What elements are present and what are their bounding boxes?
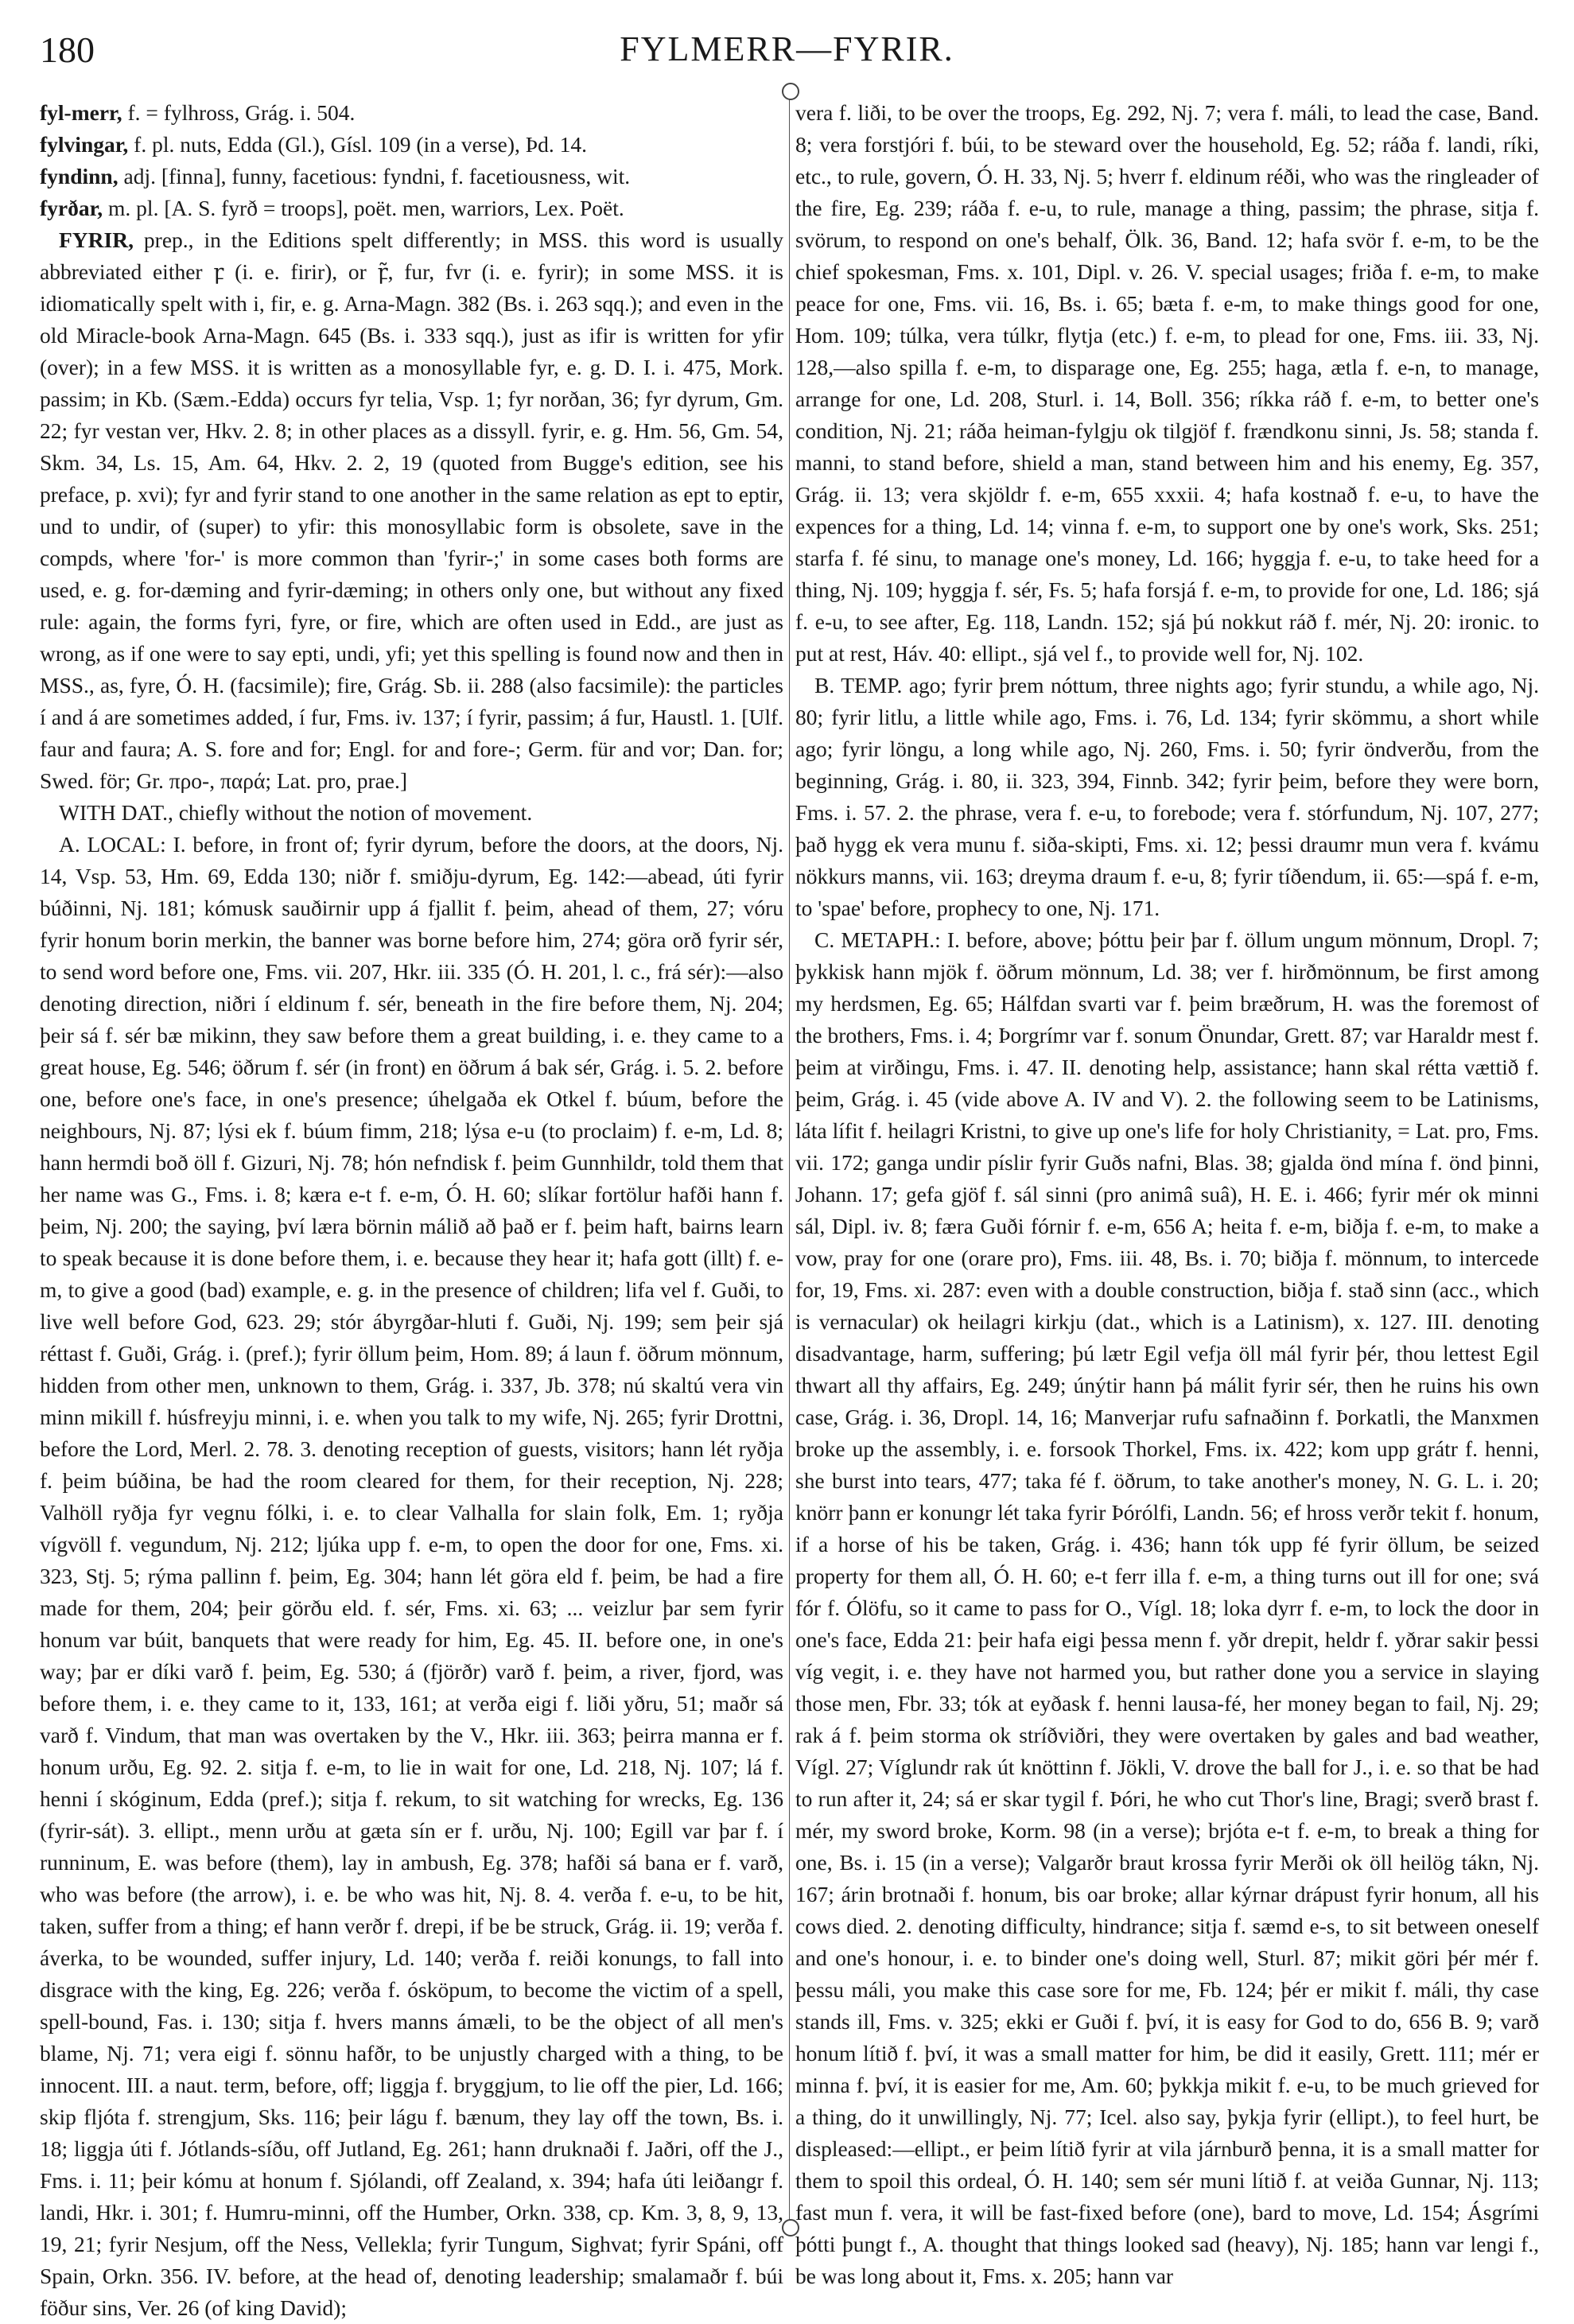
entry-text: adj. [finna], funny, facetious: fyndni, f. facetiousness, wit. [118,164,631,188]
entry-head: fylvingar, [40,132,129,157]
left-column [40,97,783,2320]
page-header [32,14,1542,70]
right-column [795,97,1539,2288]
entry-text: m. pl. [A. S. fyrð = troops], poët. men, warriors, Lex. Poët. [103,196,624,220]
section-c-metaph [795,924,1539,2292]
entry-head: fyrðar, [40,196,103,220]
entry-text: f. = fylhross, Grág. i. 504. [122,100,356,125]
entry-text: f. pl. nuts, Edda (Gl.), Gísl. 109 (in a verse), Þd. 14. [128,132,587,157]
entry-fyrdar [40,192,783,224]
page-number: 180 [40,29,95,70]
entry-text: prep., in the Editions spelt differently; in MSS. this word is usually abbreviated either ꝼ (i. e. firir), or ꝼ̃, fur, fvr (i. e. fyrir); in some MSS. it is idiomatically spelt with i, fir, e. g. Arna-Magn. 382 (Bs. i. 263 sqq.); and even in the old Miracle-book Arna-Magn. 645 (Bs. i. 333 sqq.), just as ifir is written for yfir (over); in a few MSS. it is written as a monosyllable fyr, e. g. D. I. i. 475, Mork. passim; in Kb. (Sæm.-Edda) occurs fyr telia, Vsp. 1; fyr norðan, 36; fyr dyrum, Gm. 22; fyr vestan ver, Hkv. 2. 8; in other places as a dissyll. fyrir, e. g. Hm. 56, Gm. 54, Skm. 34, Ls. 15, Am. 64, Hkv. 2. 2, 19 (quoted from Bugge's edition, see his preface, p. xvi); fyr and fyrir stand to one another in the same relation as ept to eptir, und to undir, of (super) to yfir: this monosyllabic form is obsolete, save in the compds, where 'for-' is more common than 'fyrir-;' in some cases both forms are used, e. g. for-dæming and fyrir-dæming; in others only one, but without any fixed rule: again, the forms fyri, fyre, or fire, which are often used in Edd., are just as wrong, as if one were to say epti, undi, yfi; yet this spelling is found now and then in MSS., as, fyre, Ó. H. (facsimile); fire, Grág. Sb. ii. 288 (also facsimile): the particles í and á are sometimes added, í fur, Fms. iv. 137; í fyrir, passim; á fur, Haustl. 1. [Ulf. faur and faura; A. S. fore and for; Engl. for and fore-; Germ. für and vor; Dan. for; Swed. för; Gr. προ-, παρά; Lat. pro, prae.] [40,227,783,793]
entry-fylmerr [40,97,783,129]
entry-fyrir [40,224,783,797]
section-continued [795,97,1539,670]
section-text: A. LOCAL: I. before, in front of; fyrir dyrum, before the doors, at the doors, Nj. 14, Vsp. 53, Hm. 69, Edda 130; niðr f. smiðju-dyrum, Eg. 142:—abead, úti fyrir búðinni, Nj. 181; kómusk sauðirnir upp á fjallit f. þeim, ahead of them, 27; vóru fyrir honum borin merkin, the banner was borne before him, 274; göra orð fyrir sér, to send word before one, Fms. vii. 207, Hkr. iii. 335 (Ó. H. 201, l. c., frá sér):—also denoting direction, niðri í eldinum f. sér, beneath in the fire before them, Nj. 204; þeir sá f. sér bæ mikinn, they saw before them a great building, i. e. they came to a great house, Eg. 546; öðrum f. sér (in front) en öðrum á bak sér, Grág. i. 5. 2. before one, before one's face, in one's presence; úhelgaða ek Otkel f. búum, before the neighbours, Nj. 87; lýsi ek f. búum fimm, 218; lýsa e-u (to proclaim) f. e-m, Ld. 8; hann hermdi boð öll f. Gizuri, Nj. 78; hón nefndisk f. þeim Gunnhildr, told them that her name was G., Fms. i. 8; kæra e-t f. e-m, Ó. H. 60; slíkar fortölur hafði hann f. þeim, Nj. 200; the saying, því læra börnin málið að það er f. þeim haft, bairns learn to speak because it is done before them, i. e. because they hear it; hafa gott (illt) f. e-m, to give a good (bad) example, e. g. in the presence of children; lifa vel f. Guði, to live well before God, 623. 29; stór ábyrgðar-hluti f. Guði, Nj. 199; sem þeir sjá réttast f. Guði, Grág. i. (pref.); fyrir öllum þeim, Hom. 89; á laun f. öðrum mönnum, hidden from other men, unknown to them, Grág. i. 337, Jb. 378; nú skaltú vera vin minn mikill f. húsfreyju minni, i. e. when you talk to my wife, Nj. 265; fyrir Drottni, before the Lord, Merl. 2. 78. 3. denoting reception of guests, visitors; hann lét ryðja f. þeim búðina, be had the room cleared for them, for their reception, Nj. 228; Valhöll ryðja fyr vegnu fólki, i. e. to clear Valhalla for slain folk, Em. 1; ryðja vígvöll f. vegundum, Nj. 212; ljúka upp f. e-m, to open the door for one, Fms. xi. 323, Stj. 5; rýma pallinn f. þeim, Eg. 304; hann lét göra eld f. þeim, be had a fire made for them, 204; þeir görðu eld. f. sér, Fms. xi. 63; ... veizlur þar sem fyrir honum var búit, banquets that were ready for him, Eg. 45. II. before one, in one's way; þar er díki varð f. þeim, Eg. 530; á (fjörðr) varð f. þeim, a river, fjord, was before them, i. e. they came to it, 133, 161; at verða eigi f. liði yðru, 51; maðr sá varð f. Vindum, that man was overtaken by the V., Hkr. iii. 363; þeirra manna er f. honum urðu, Eg. 92. 2. sitja f. e-m, to lie in wait for one, Ld. 218, Nj. 107; lá f. henni í skóginum, Edda (pref.); sitja f. rekum, to sit watching for wrecks, Eg. 136 (fyrir-sát). 3. ellipt., menn urðu at gæta sín er f. urðu, Nj. 100; Egill var þar f. í runninum, E. was before (them), lay in ambush, Eg. 378; hafði sá bana er f. varð, who was before (the arrow), i. e. be who was hit, Nj. 8. 4. verða f. e-u, to be hit, taken, suffer from a thing; ef hann verðr f. drepi, if be be struck, Grág. ii. 19; verða f. áverka, to be wounded, suffer injury, Ld. 140; verða f. reiði konungs, to fall into disgrace with the king, Eg. 226; verða f. ósköpum, to become the victim of a spell, spell-bound, Fas. i. 130; sitja f. hvers manns ámæli, to be the object of all men's blame, Nj. 71; vera eigi f. sönnu hafðr, to be unjustly charged with a thing, to be innocent. III. a naut. term, before, off; liggja f. bryggjum, to lie off the pier, Ld. 166; skip fljóta f. strengjum, Sks. 116; þeir lágu f. bænum, they lay off the town, Bs. i. 18; liggja úti f. Jótlands-síðu, off Jutland, Eg. 261; hann druknaði f. Jaðri, off the J., Fms. i. 11; þeir kómu at honum f. Sjólandi, off Zealand, x. 394; hafa úti leiðangr f. landi, Hkr. i. 301; f. Humru-minni, off the Humber, Orkn. 338, cp. Km. 3, 8, 9, 13, 19, 21; fyrir Nesjum, off the Ness, Vellekla; fyrir Tungum, Sighvat; fyrir Spáni, off Spain, Orkn. 356. IV. before, at the head of, denoting leadership; smalamaðr f. búi föður sins, Ver. 26 (of king David); [40,832,783,2320]
entry-fylvingar [40,129,783,161]
section-text: vera f. liði, to be over the troops, Eg. 292, Nj. 7; vera f. máli, to lead the case, Band. 8; vera forstjóri f. búi, to be steward over the household, Eg. 52; ráða f. landi, ríki, etc., to rule, govern, Ó. H. 33, Nj. 5; hverr f. eldinum réði, who was the ringleader of the fire, Eg. 239; ráða f. e-u, to rule, manage a thing, passim; the phrase, sitja f. svörum, to respond on one's behalf, Ölk. 36, Band. 12; hafa svör f. e-m, to be the chief spokesman, Fms. x. 101, Dipl. v. 26. V. special usages; friða f. e-m, to make peace for one, Fms. vii. 16, Bs. i. 65; bæta f. e-m, to make things good for one, Hom. 109; túlka, vera túlkr, flytja (etc.) f. e-m, to plead for one, Fms. iii. 33, Nj. 128,—also spilla f. e-m, to disparage one, Eg. 255; haga, ætla f. e-n, to manage, arrange for one, Ld. 208, Sturl. i. 14, Boll. 356; ríkka ráð f. e-m, to better one's condition, Nj. 21; ráða heiman-fylgju ok tilgjöf f. frændkonu sinni, Js. 58; standa f. manni, to stand before, shield a man, stand between him and his enemy, Eg. 357, Grág. ii. 13; vera skjöldr f. e-m, 655 xxxii. 4; hafa kostnað f. e-u, to have the expences for a thing, Ld. 14; vinna f. e-m, to support one by one's work, Sks. 251; starfa f. fé sinu, to manage one's money, Ld. 166; hyggja f. e-u, to take heed for a thing, Nj. 109; hyggja f. sér, Fs. 5; hafa forsjá f. e-m, to provide for one, Ld. 186; sjá f. e-u, to see after, Eg. 118, Landn. 152; sjá þú nokkut ráð f. mér, Nj. 20: ironic. to put at rest, Háv. 40: ellipt., sjá vel f., to provide well for, Nj. 102. [795,100,1539,666]
section-text: B. TEMP. ago; fyrir þrem nóttum, three nights ago; fyrir stundu, a while ago, Nj. 80; fyrir litlu, a little while ago, Fms. i. 76, Ld. 134; fyrir skömmu, a short while ago; fyrir löngu, a long while ago, Nj. 260, Fms. i. 50; fyrir öndverðu, from the beginning, Grág. i. 80, ii. 323, 394, Finnb. 342; fyrir þeim, before they were born, Fms. i. 57. 2. the phrase, vera f. e-u, to forebode; vera f. stórfundum, Nj. 107, 277; það hygg ek vera munu f. siða-skipti, Fms. xi. 12; þessi draumr mun vera f. kvámu nökkurs manns, vii. 163; dreyma draum f. e-u, 8; fyrir tíðendum, ii. 65:—spá f. e-m, to 'spae' before, prophecy to one, Nj. 171. [795,673,1539,920]
section-text: WITH DAT., chiefly without the notion of movement. [59,800,533,825]
entry-head: fyl-merr, [40,100,122,125]
section-text: C. METAPH.: I. before, above; þóttu þeir þar f. öllum ungum mönnum, Dropl. 7; þykkisk hann mjök f. öðrum mönnum, Ld. 38; ver f. hirðmönnum, be first among my herdsmen, Eg. 65; Hálfdan svarti var f. þeim bræðrum, H. was the foremost of the brothers, Fms. i. 4; Þorgrímr var f. sonum Önundar, Grett. 87; var Haraldr mest f. þeim at virðingu, Fms. i. 47. II. denoting help, assistance; hann skal rétta vættið f. þeim, Grág. i. 45 (vide above A. IV and V). 2. the following seem to be Latinisms, láta lífit f. heilagri Kristni, to give up one's life for holy Christianity, = Lat. pro, Fms. vii. 172; ganga undir píslir fyrir Guðs nafni, Blas. 38; gjalda önd mína f. önd þinni, Johann. 17; gefa gjöf f. sál sinni (pro animâ suâ), H. E. i. 466; fyrir mér ok minni sál, Dipl. iv. 8; færa Guði fórnir f. e-m, 656 A; heita f. e-m, biðja f. e-m, to make a vow, pray for one (orare pro), Fms. iii. 48, Bs. i. 70; biðja f. mönnum, to intercede for, 19, Fms. xi. 287: even with a double construction, biðja f. stað sinn (acc., which is vernacular) ok heilagri kirkju (dat., which is a Latinism), x. 127. III. denoting disadvantage, harm, suffering; þú lætr Egil vefja öll mál fyrir þér, thou lettest Egil thwart all thy affairs, Eg. 249; únýtir hann þá málit fyrir sér, then he ruins his own case, Grág. i. 36, Dropl. 14, 16; Manverjar rufu safnaðinn f. Þorkatli, the Manxmen broke up the assembly, i. e. forsook Thorkel, Fms. ix. 422; kom upp grátr f. henni, she burst into tears, 477; taka fé f. öðrum, to take another's money, N. G. L. i. 20; knörr þann er konungr lét taka fyrir Þórólfi, Landn. 56; ef hross verðr tekit f. honum, if a horse of his be taken, Grág. i. 436; hann tók upp fé fyrir öllum, be seized property for them all, Ó. H. 60; e-t ferr illa f. e-m, a thing turns out ill for one; svá fór f. Ólöfu, so it came to pass for O., Vígl. 18; loka dyrr f. e-m, to lock the door in one's face, Edda 21: þeir hafa eigi þessa menn f. yðr drepit, heldr f. yðrar sakir þessi víg vegit, i. e. they have not harmed you, but rather done you a service in slaying those men, Fbr. 33; tók at eyðask f. henni lausa-fé, her money began to fail, Nj. 29; rak á f. þeim storma ok stríðviðri, they were overtaken by gales and bad weather, Vígl. 27; Víglundr rak út knöttinn f. Jökli, V. drove the ball for J., i. e. so that be had to run after it, 24; sá er skar tygil f. Þóri, he who cut Thor's line, Bragi; sverð brast f. mér, my sword broke, Korm. 98 (in a verse); brjóta e-t f. e-m, to break a thing for one, Bs. i. 15 (in a verse); Valgarðr braut krossa fyrir Merði ok öll heilög tákn, Nj. 167; árin brotnaði f. honum, bis oar broke; allar kýrnar drápust fyrir honum, all his cows died. 2. denoting difficulty, hindrance; sitja f. sæmd e-s, to sit between oneself and one's honour, i. e. to binder one's doing well, Sturl. 87; mikit göri þér mér f. þessu máli, you make this case sore for me, Fb. 124; þér er mikit f. máli, thy case stands ill, Fms. v. 325; ekki er Guði f. því, it is easy for God to do, 656 B. 9; varð honum lítið f. því, it was a small matter for him, be did it easily, Grett. 111; mér er minna f. því, it is easier for me, Am. 60; þykkja mikit f. e-u, to be much grieved for a thing, do it unwillingly, Nj. 77; Icel. also say, þykja fyrir (ellipt.), to feel hurt, be displeased:—ellipt., er þeim lítið fyrir at vila járnburð þenna, it is a small matter for them to spoil this ordeal, Ó. H. 140; sem sér muni lítið f. at veiða Gunnar, Nj. 113; fast mun f. vera, it will be fast-fixed before (one), bard to move, Ld. 154; Ásgrími þótti þungt f., A. thought that things looked sad (heavy), Nj. 185; hann var lengi f., be was long about it, Fms. x. 205; hann var [795,927,1539,2288]
entry-fyndinn [40,161,783,192]
running-head: FYLMERR—FYRIR. [620,29,954,68]
entry-head: FYRIR, [59,227,134,252]
section-b-temp [795,670,1539,924]
section-a-local [40,829,783,2324]
column-divider [789,89,790,2229]
section-with-dat [40,797,783,829]
entry-head: fyndinn, [40,164,119,188]
